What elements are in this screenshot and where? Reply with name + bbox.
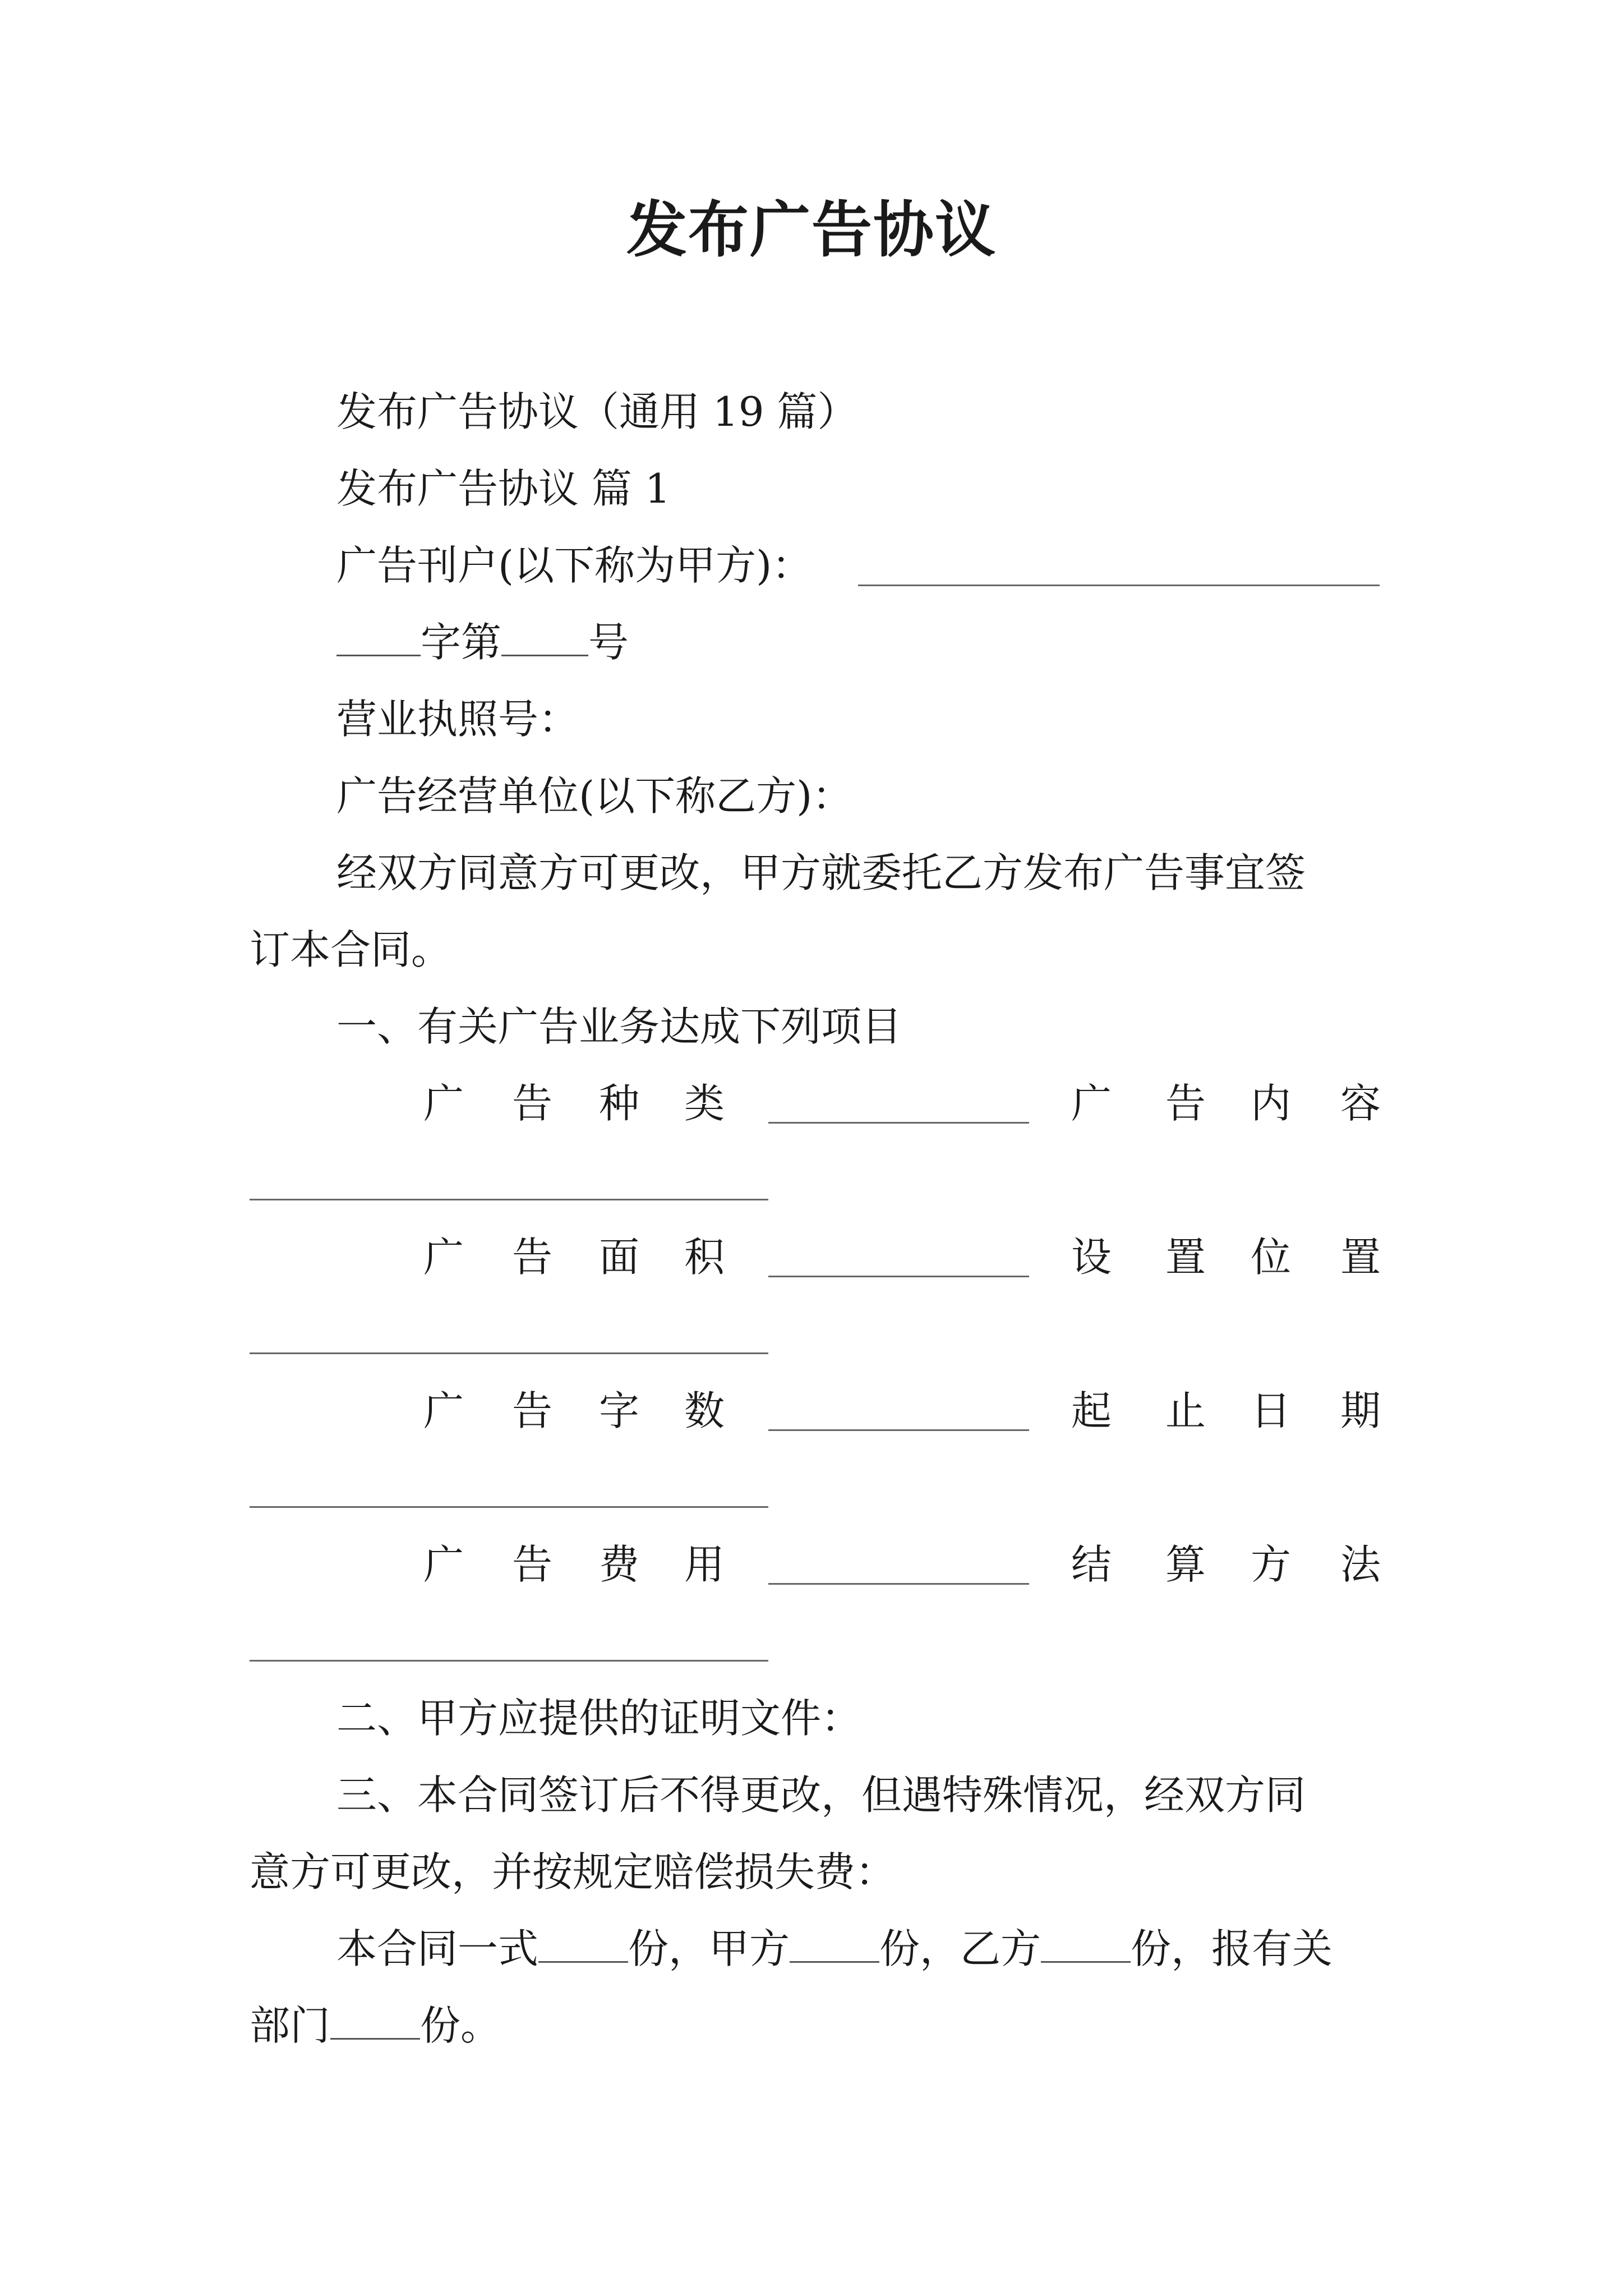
field-label-char: 告 xyxy=(1165,1080,1206,1127)
field-label-char: 日 xyxy=(1251,1387,1292,1434)
field-label-char: 止 xyxy=(1165,1387,1206,1434)
copies-department-blank[interactable] xyxy=(330,1999,420,2040)
field-label-char: 用 xyxy=(684,1541,725,1588)
field-label-char: 种 xyxy=(599,1080,640,1127)
ad-word-count-blank[interactable] xyxy=(768,1429,1029,1431)
ad-position-blank[interactable] xyxy=(250,1352,768,1354)
copies-line-2 xyxy=(250,1999,501,2053)
field-label-char: 数 xyxy=(684,1387,725,1434)
section-1-heading: 一、有关广告业务达成下列项目 xyxy=(336,1003,902,1050)
ref-zi-text: 字第 xyxy=(421,619,502,666)
field-label-char: 广 xyxy=(423,1541,464,1588)
intro-line-1: 经双方同意方可更改，甲方就委托乙方发布广告事宜签 xyxy=(336,849,1306,896)
field-label-char: 位 xyxy=(1251,1234,1292,1281)
document-title: 发布广告协议 xyxy=(626,195,997,265)
field-label-char: 告 xyxy=(512,1080,553,1127)
ref-number-blank[interactable] xyxy=(501,615,588,656)
copies-total-blank[interactable] xyxy=(538,1922,628,1963)
field-label-char: 设 xyxy=(1071,1234,1112,1281)
copies-text: 份，报有关 xyxy=(1131,1925,1333,1972)
section-3-line-2: 意方可更改，并按规定赔偿损失费： xyxy=(250,1848,896,1895)
field-label-char: 广 xyxy=(423,1234,464,1281)
field-label-char: 告 xyxy=(512,1234,553,1281)
field-label-char: 类 xyxy=(684,1080,725,1127)
license-label: 营业执照号： xyxy=(336,696,579,743)
agency-label: 广告经营单位(以下称乙方)： xyxy=(336,772,853,820)
ad-settlement-blank[interactable] xyxy=(250,1660,768,1662)
copies-text: 份，甲方 xyxy=(628,1925,790,1972)
copies-text: 份，乙方 xyxy=(879,1925,1041,1972)
field-label-char: 内 xyxy=(1251,1080,1292,1127)
field-label-char: 积 xyxy=(684,1234,725,1281)
field-label-char: 字 xyxy=(599,1387,640,1434)
field-label-char: 费 xyxy=(599,1541,640,1588)
intro-line-2: 订本合同。 xyxy=(250,926,452,973)
ad-fee-blank[interactable] xyxy=(768,1583,1029,1585)
reference-number-line xyxy=(336,615,629,669)
field-label-char: 容 xyxy=(1340,1080,1381,1127)
document-subtitle: 发布广告协议（通用 19 篇） xyxy=(336,388,858,435)
field-label-char: 面 xyxy=(599,1234,640,1281)
client-label: 广告刊户(以下称为甲方)： xyxy=(336,542,813,589)
section-3-line-1: 三、本合同签订后不得更改，但遇特殊情况，经双方同 xyxy=(336,1772,1306,1819)
copies-party-a-blank[interactable] xyxy=(790,1922,879,1963)
ad-type-blank[interactable] xyxy=(768,1122,1029,1124)
field-label-char: 告 xyxy=(512,1387,553,1434)
copies-party-b-blank[interactable] xyxy=(1041,1922,1131,1963)
copies-text: 份。 xyxy=(420,2002,501,2049)
field-label-char: 算 xyxy=(1165,1541,1206,1588)
copies-text: 部门 xyxy=(250,2002,331,2049)
ad-dates-blank[interactable] xyxy=(250,1506,768,1508)
copies-text: 本合同一式 xyxy=(336,1925,539,1972)
ad-area-blank[interactable] xyxy=(768,1276,1029,1277)
field-label-char: 广 xyxy=(1071,1080,1112,1127)
copies-line-1 xyxy=(336,1922,1332,1976)
field-label-char: 广 xyxy=(423,1080,464,1127)
chapter-heading: 发布广告协议 篇 1 xyxy=(336,465,671,512)
ad-content-blank[interactable] xyxy=(250,1199,768,1200)
field-label-char: 期 xyxy=(1340,1387,1381,1434)
field-label-char: 广 xyxy=(423,1387,464,1434)
field-label-char: 告 xyxy=(512,1541,553,1588)
ref-hao-text: 号 xyxy=(588,619,629,666)
field-label-char: 方 xyxy=(1251,1541,1292,1588)
ref-year-blank[interactable] xyxy=(336,615,421,656)
field-label-char: 结 xyxy=(1071,1541,1112,1588)
field-label-char: 置 xyxy=(1165,1234,1206,1281)
client-blank[interactable] xyxy=(858,585,1380,586)
section-2-heading: 二、甲方应提供的证明文件： xyxy=(336,1695,862,1742)
field-label-char: 法 xyxy=(1340,1541,1381,1588)
field-label-char: 起 xyxy=(1071,1387,1112,1434)
field-label-char: 置 xyxy=(1340,1234,1381,1281)
